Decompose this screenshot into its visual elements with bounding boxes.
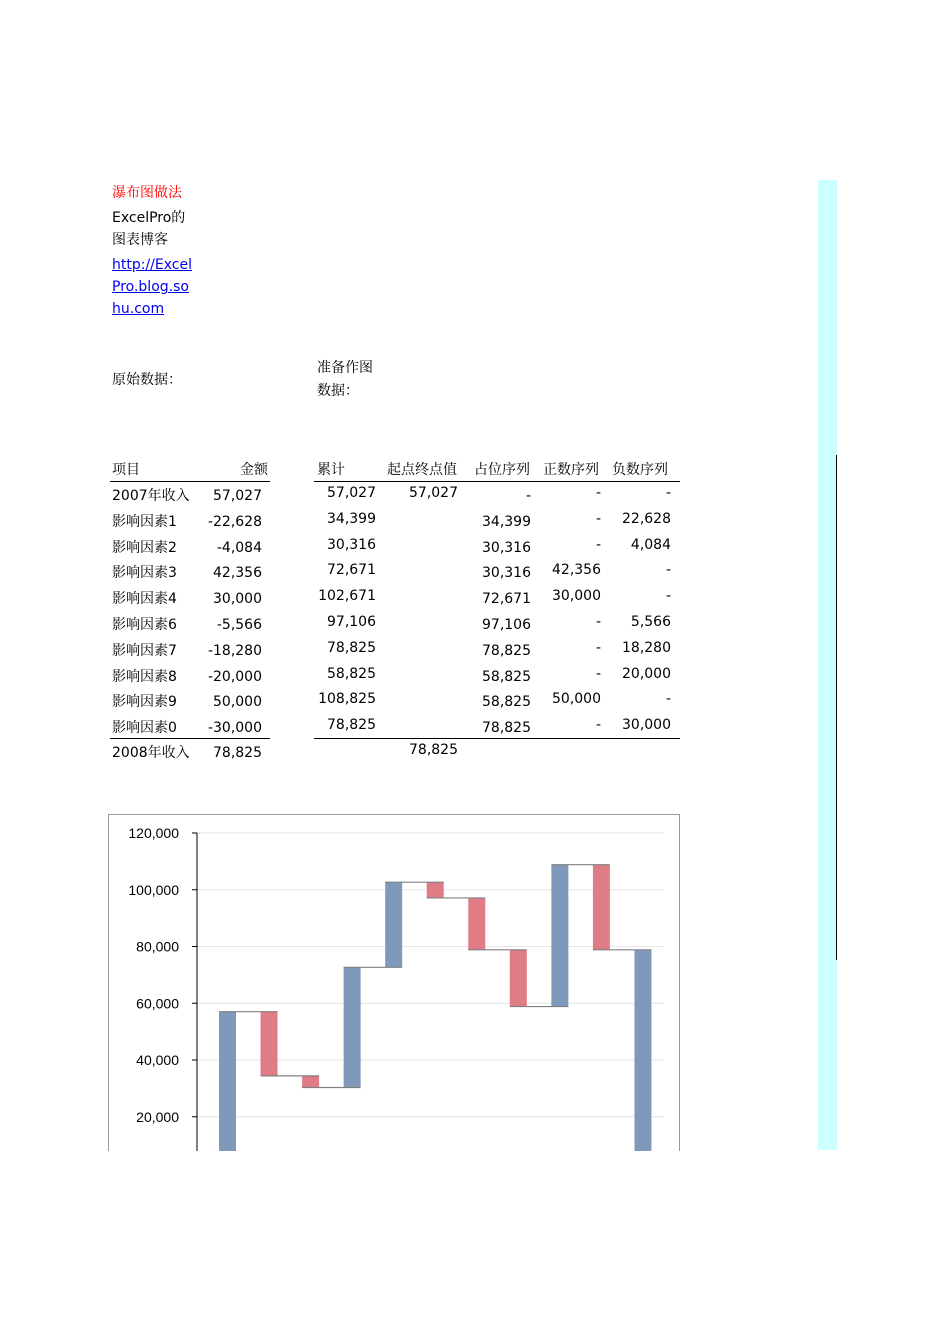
waterfall-decrease-bar <box>593 865 610 950</box>
prep-data-cell: 78,825 <box>482 642 531 659</box>
prep-data-cell: 97,106 <box>482 617 531 633</box>
raw-amount-cell: 57,027 <box>213 488 262 504</box>
prep-data-cell: 18,280 <box>622 639 671 656</box>
page-title: 瀑布图做法 <box>112 185 182 201</box>
prep-data-cell: - <box>595 536 601 553</box>
raw-amount-cell: -22,628 <box>207 513 262 530</box>
y-tick-label: 80,000 <box>136 938 179 955</box>
raw-item-cell: 2007年收入 <box>112 488 190 504</box>
prep-data-cell: - <box>665 691 671 708</box>
column-border-line <box>836 455 837 960</box>
raw-item-cell: 影响因素0 <box>112 720 177 737</box>
prep-data-cell: 58,825 <box>327 665 376 682</box>
prep-data-cell: 78,825 <box>327 639 376 656</box>
waterfall-decrease-bar <box>510 950 527 1007</box>
raw-amount-cell: -20,000 <box>207 668 262 685</box>
waterfall-increase-bar <box>385 882 402 967</box>
prep-data-cell: - <box>665 588 671 605</box>
raw-header-item: 项目 <box>112 462 140 478</box>
prep-data-cell: 20,000 <box>622 665 671 682</box>
raw-item-cell: 影响因素3 <box>112 565 177 582</box>
raw-item-cell: 影响因素9 <box>112 694 177 711</box>
author-line-2: 图表博客 <box>112 232 168 248</box>
prep-data-cell: 30,316 <box>327 536 376 553</box>
prep-data-cell: 30,316 <box>482 539 531 556</box>
blog-link-line-2[interactable]: Pro.blog.so <box>112 279 189 295</box>
prep-data-label-2: 数据： <box>317 383 359 399</box>
prep-data-cell: 57,027 <box>327 485 376 501</box>
raw-amount-cell: -5,566 <box>216 617 262 633</box>
prep-data-cell: - <box>595 717 601 734</box>
prep-data-cell: 5,566 <box>630 614 671 630</box>
prep-data-cell: 78,825 <box>327 717 376 734</box>
waterfall-decrease-bar <box>302 1076 319 1088</box>
raw-item-cell: 影响因素2 <box>112 539 177 556</box>
prep-data-cell: 30,316 <box>482 565 531 582</box>
prep-data-cell: - <box>595 510 601 527</box>
blog-link-line-3[interactable]: hu.com <box>112 301 165 317</box>
raw-item-cell: 影响因素4 <box>112 591 177 608</box>
waterfall-decrease-bar <box>468 898 485 950</box>
prep-data-cell: 58,825 <box>482 668 531 685</box>
blog-link-line-1[interactable]: http://Excel <box>112 257 192 273</box>
prep-header-rule <box>314 481 680 482</box>
prep-data-cell: - <box>595 614 601 630</box>
raw-header-amount: 金额 <box>240 462 268 478</box>
raw-amount-cell: 50,000 <box>213 694 262 711</box>
prep-data-cell: 58,825 <box>482 694 531 711</box>
y-tick-label: 120,000 <box>128 825 179 841</box>
raw-data-label: 原始数据： <box>112 372 182 388</box>
raw-item-cell: 影响因素8 <box>112 668 177 685</box>
prep-data-cell: 22,628 <box>622 510 671 527</box>
prep-data-cell: 42,356 <box>552 562 601 579</box>
waterfall-increase-bar <box>344 967 361 1087</box>
prep-data-cell: - <box>665 485 671 501</box>
prep-header-cell: 累计 <box>317 462 345 478</box>
prep-data-cell: 72,671 <box>482 591 531 608</box>
prep-data-cell: 50,000 <box>552 691 601 708</box>
raw-footer-rule <box>110 738 270 739</box>
prep-data-cell: - <box>595 485 601 501</box>
prep-footer-rule <box>314 738 680 739</box>
prep-data-cell: 57,027 <box>409 485 458 501</box>
prep-data-label-1: 准备作图 <box>317 360 373 376</box>
raw-footer-amount: 78,825 <box>213 745 262 761</box>
raw-item-cell: 影响因素6 <box>112 617 177 633</box>
prep-header-cell: 起点终点值 <box>387 462 457 478</box>
prep-data-cell: - <box>595 665 601 682</box>
prep-data-cell: - <box>595 639 601 656</box>
prep-data-cell: 72,671 <box>327 562 376 579</box>
prep-data-cell: - <box>525 488 531 504</box>
author-line-1: ExcelPro的 <box>112 210 186 226</box>
prep-header-cell: 占位序列 <box>474 462 530 478</box>
waterfall-decrease-bar <box>427 882 444 898</box>
waterfall-endpoint-bar <box>219 1012 236 1151</box>
y-tick-label: 40,000 <box>136 1052 179 1068</box>
raw-item-cell: 影响因素7 <box>112 642 177 659</box>
raw-item-cell: 影响因素1 <box>112 513 177 530</box>
prep-data-cell: - <box>665 562 671 579</box>
prep-data-cell: 34,399 <box>482 513 531 530</box>
prep-data-cell: 102,671 <box>318 588 376 605</box>
prep-data-cell: 4,084 <box>630 536 671 553</box>
prep-footer-endpoint: 78,825 <box>409 742 458 758</box>
raw-header-rule <box>110 481 270 482</box>
raw-footer-item: 2008年收入 <box>112 745 190 761</box>
prep-data-cell: 78,825 <box>482 720 531 737</box>
column-highlight-strip <box>818 180 837 1150</box>
waterfall-increase-bar <box>551 865 568 1007</box>
raw-amount-cell: -18,280 <box>207 642 262 659</box>
prep-data-cell: 30,000 <box>622 717 671 734</box>
prep-data-cell: 97,106 <box>327 614 376 630</box>
raw-amount-cell: -4,084 <box>216 539 262 556</box>
y-tick-label: 100,000 <box>128 881 179 898</box>
y-tick-label: 20,000 <box>136 1108 179 1125</box>
waterfall-endpoint-bar <box>634 950 651 1151</box>
prep-data-cell: 34,399 <box>327 510 376 527</box>
y-tick-label: 60,000 <box>136 995 179 1012</box>
prep-header-cell: 正数序列 <box>543 462 599 478</box>
prep-data-cell: 30,000 <box>552 588 601 605</box>
raw-amount-cell: 30,000 <box>213 591 262 608</box>
waterfall-chart <box>108 814 680 1151</box>
prep-header-cell: 负数序列 <box>612 462 668 478</box>
raw-amount-cell: 42,356 <box>213 565 262 582</box>
prep-data-cell: 108,825 <box>318 691 376 708</box>
raw-amount-cell: -30,000 <box>207 720 262 737</box>
waterfall-chart-svg <box>109 815 679 1151</box>
waterfall-decrease-bar <box>261 1012 278 1076</box>
